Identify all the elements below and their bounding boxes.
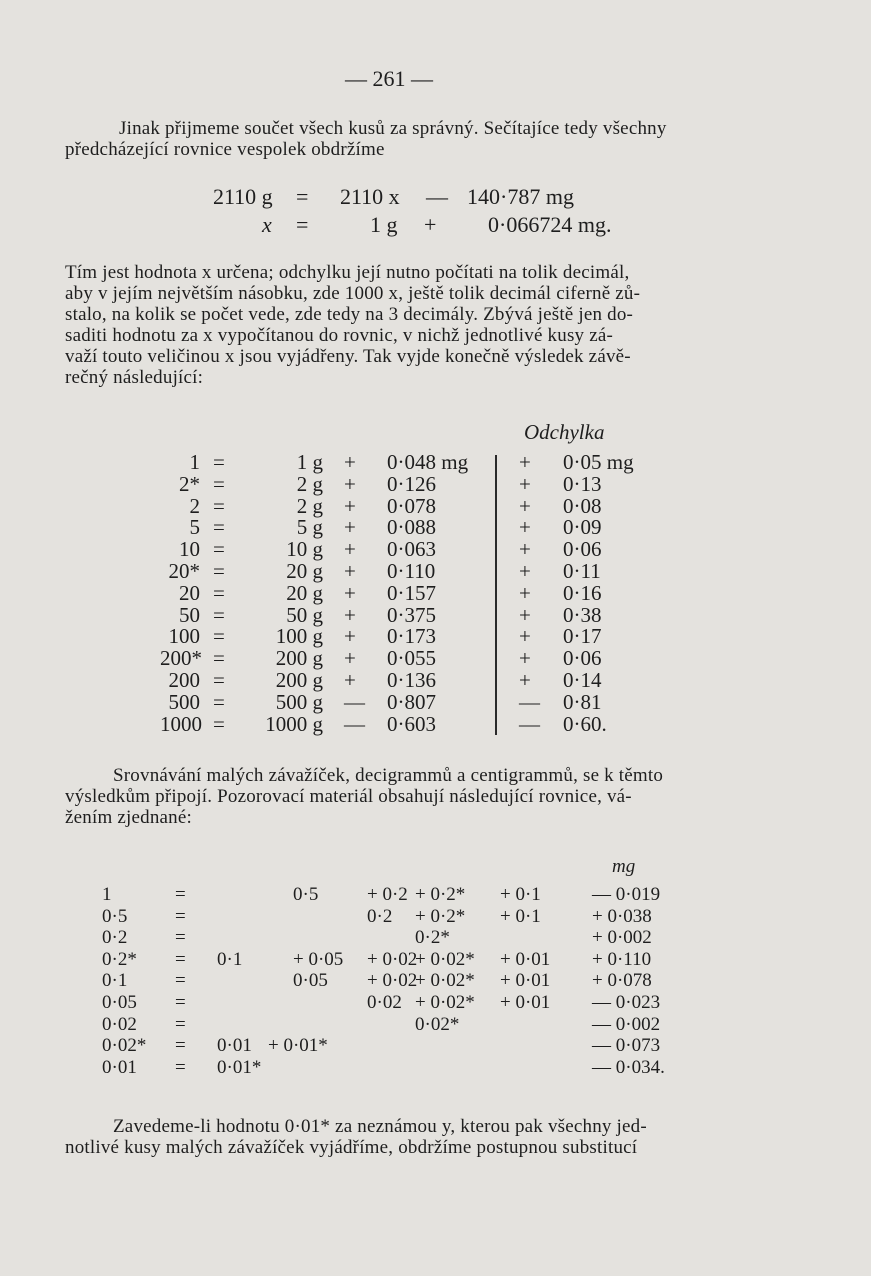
column-header-deviation: Odchylka [524,420,605,444]
row-result-value: — 0·023 [592,992,661,1013]
table-row-weight-name: 50 [179,602,200,627]
row-term: 0·2* [415,927,450,949]
table-row-weight-name: 500 [168,689,200,714]
row-term: + 0·1 [500,884,541,905]
table-row-correction-sign: + [344,624,356,649]
table-row-correction-sign: + [344,602,356,627]
equation-op: = [296,184,309,209]
row-weight-name: 1 [102,884,112,905]
row-term: + 0·2* [415,884,466,905]
row-term: + 0·01 [500,970,551,992]
table-row-equals-sign: = [213,493,225,518]
row-weight-name: 0·1 [102,970,128,992]
table-row-equals-sign: = [213,450,225,474]
row-term: 0·2 [367,905,393,927]
row-weight-name: 0·02* [102,1035,147,1057]
table-row-correction-value: 0·048 mg [387,450,469,474]
row-result-value: + 0·078 [592,970,652,992]
row-term: + 0·05 [293,948,344,970]
table-row-nominal-value: 1 g [296,450,323,474]
row-weight-name: 0·5 [102,905,128,927]
table-row-equals-sign: = [213,624,225,649]
table-row-deviation-sign: + [519,624,531,649]
paragraph-comparison [65,765,725,828]
table-row-nominal-value: 50 g [286,602,323,627]
table-row-correction-sign: + [344,493,356,518]
text-line: Tím jest hodnota x určena; odchylku její nutno počítati na tolik decimál, [65,262,630,283]
table-row-nominal-value: 200 g [275,668,323,692]
table-row-deviation-sign: + [519,493,531,518]
row-term: + 0·01* [268,1035,328,1057]
equation-op: = [296,212,309,237]
table-row-deviation-sign: + [519,580,531,605]
table-row-correction-sign: + [344,537,356,562]
table-row-correction-value: 0·110 [387,559,436,583]
table-row-nominal-value: 5 g [296,515,323,540]
paragraph-intro [65,118,725,160]
row-equals-sign: = [175,1013,186,1035]
row-term: + 0·2 [367,884,408,905]
row-equals-sign: = [175,1035,186,1057]
table-row-nominal-value: 100 g [275,624,323,649]
row-weight-name: 0·2 [102,927,128,949]
text-line: saditi hodnotu za x vypočítanou do rovnic, v nichž jednotlivé kusy zá- [65,325,613,346]
row-result-value: — 0·034. [592,1056,665,1078]
text-line: Zavedeme-li hodnotu 0·01* za neznámou y, kterou pak všechny jed- [113,1116,647,1137]
text-line: rečný následující: [65,367,204,388]
table-row-deviation-value: 0·81 [563,689,602,714]
table-row-deviation-value: 0·11 [563,559,601,583]
table-row-weight-name: 200* [160,646,202,671]
table-row-deviation-value: 0·38 [563,602,602,627]
table-row-equals-sign: = [213,537,225,562]
text-line: Jinak přijmeme součet všech kusů za správný. Sečítajíce tedy všechny [119,118,667,139]
table-row-equals-sign: = [213,668,225,692]
table-row-nominal-value: 20 g [286,559,323,583]
table-row-weight-name: 1 [189,450,200,474]
table-row-deviation-sign: + [519,668,531,692]
table-row-deviation-sign: + [519,559,531,583]
table-row-correction-value: 0·088 [387,515,436,540]
equation-lhs: 2110 g [213,184,273,209]
row-equals-sign: = [175,884,186,905]
text-line: notlivé kusy malých závažíček vyjádříme, obdržíme postupnou substitucí [65,1137,638,1158]
paragraph-explanation [65,262,725,388]
table-row-deviation-sign: + [519,602,531,627]
table-row-correction-sign: + [344,646,356,671]
row-term: 0·02 [367,992,402,1013]
unit-label: mg [612,856,636,877]
row-term: 0·1 [217,948,243,970]
table-row-correction-sign: + [344,580,356,605]
table-row-deviation-sign: + [519,471,531,496]
table-row-nominal-value: 20 g [286,580,323,605]
table-row-correction-value: 0·807 [387,689,436,714]
table-row-equals-sign: = [213,711,225,736]
table-row-nominal-value: 2 g [296,493,323,518]
table-row-nominal-value: 200 g [275,646,323,671]
row-equals-sign: = [175,1056,186,1078]
row-weight-name: 0·05 [102,992,137,1013]
equation-term: 0·066724 mg. [488,212,612,237]
table-row-deviation-sign: + [519,646,531,671]
row-equals-sign: = [175,927,186,949]
table-row-correction-sign: — [344,711,365,736]
table-row-nominal-value: 2 g [296,471,323,496]
row-result-value: — 0·073 [592,1035,661,1057]
table-row-correction-sign: — [344,689,365,714]
text-line: Srovnávání malých závažíček, decigrammů a centigrammů, se k těmto [113,765,664,786]
table-row-correction-value: 0·126 [387,471,436,496]
table-row-nominal-value: 500 g [275,689,323,714]
row-equals-sign: = [175,992,186,1013]
table-row-equals-sign: = [213,515,225,540]
row-term: + 0·02* [415,992,475,1013]
table-row-deviation-value: 0·60. [563,711,607,736]
row-equals-sign: = [175,948,186,970]
row-weight-name: 0·2* [102,948,137,970]
row-term: 0·01 [217,1035,252,1057]
row-result-value: + 0·038 [592,905,652,927]
table-row-deviation-sign: + [519,515,531,540]
table-row-deviation-sign: — [519,711,540,736]
row-term: + 0·01 [500,948,551,970]
equation-term: 2110 x [340,184,400,209]
equation-sign: + [424,212,437,237]
row-term: + 0·02* [415,948,475,970]
text-line: žením zjednané: [65,807,192,828]
row-result-value: — 0·019 [592,884,661,905]
table-row-weight-name: 5 [189,515,200,540]
row-result-value: + 0·110 [592,948,652,970]
table-row-correction-sign: + [344,515,356,540]
table-row-equals-sign: = [213,559,225,583]
table-row-deviation-value: 0·06 [563,646,602,671]
row-weight-name: 0·02 [102,1013,137,1035]
equation-term: 1 g [370,212,398,237]
text-line: stalo, na kolik se počet vede, zde tedy na 3 decimály. Zbývá ještě jen do- [65,304,634,325]
table-row-deviation-sign: — [519,689,540,714]
table-row-deviation-value: 0·09 [563,515,602,540]
row-term: 0·02* [415,1013,460,1035]
table-row-correction-value: 0·063 [387,537,436,562]
table-row-correction-value: 0·136 [387,668,436,692]
equation-lhs: x [262,212,272,237]
table-row-weight-name: 10 [179,537,200,562]
table-row-nominal-value: 10 g [286,537,323,562]
equation-sign: — [426,184,448,209]
row-result-value: — 0·002 [592,1013,661,1035]
table-row-nominal-value: 1000 g [265,711,323,736]
table-row-correction-value: 0·055 [387,646,436,671]
table-row-correction-sign: + [344,450,356,474]
column-divider [495,455,497,735]
row-term: 0·01* [217,1056,262,1078]
table-row-weight-name: 1000 [160,711,202,736]
table-row-correction-value: 0·157 [387,580,436,605]
row-term: 0·05 [293,970,328,992]
table-row-deviation-value: 0·14 [563,668,602,692]
table-row-deviation-value: 0·16 [563,580,602,605]
table-row-equals-sign: = [213,580,225,605]
table-row-deviation-value: 0·17 [563,624,602,649]
row-term: + 0·2* [415,905,466,927]
table-row-deviation-sign: + [519,537,531,562]
row-equals-sign: = [175,970,186,992]
table-row-weight-name: 2 [189,493,200,518]
page-number: — 261 — [345,66,433,91]
row-term: + 0·02 [367,948,418,970]
row-term: + 0·02* [415,970,475,992]
table-row-correction-value: 0·375 [387,602,436,627]
paragraph-substitution [65,1116,725,1158]
row-term: + 0·02 [367,970,418,992]
table-row-deviation-sign: + [519,450,531,474]
table-row-weight-name: 20 [179,580,200,605]
text-line: aby v jejím největším násobku, zde 1000 x, ještě tolik decimál ciferně zů- [65,283,641,304]
table-row-equals-sign: = [213,471,225,496]
table-row-correction-value: 0·078 [387,493,436,518]
equation-term: 140·787 mg [467,184,574,209]
table-row-deviation-value: 0·05 mg [563,450,634,474]
row-weight-name: 0·01 [102,1056,137,1078]
table-row-equals-sign: = [213,689,225,714]
text-line: výsledkům připojí. Pozorovací materiál obsahují následující rovnice, vá- [65,786,632,807]
table-row-deviation-value: 0·08 [563,493,602,518]
row-term: + 0·01 [500,992,551,1013]
table-row-weight-name: 2* [179,471,200,496]
row-term: 0·5 [293,884,319,905]
table-row-deviation-value: 0·06 [563,537,602,562]
table-row-correction-value: 0·603 [387,711,436,736]
table-row-deviation-value: 0·13 [563,471,602,496]
table-row-equals-sign: = [213,646,225,671]
table-row-correction-sign: + [344,559,356,583]
table-row-weight-name: 200 [168,668,200,692]
table-row-weight-name: 100 [168,624,200,649]
text-line: važí touto veličinou x jsou vyjádřeny. Tak vyjde konečně výsledek závě- [65,346,631,367]
table-row-correction-sign: + [344,668,356,692]
row-equals-sign: = [175,905,186,927]
text-line: předcházející rovnice vespolek obdržíme [65,139,385,160]
table-row-equals-sign: = [213,602,225,627]
table-row-correction-sign: + [344,471,356,496]
table-row-weight-name: 20* [168,559,200,583]
row-term: + 0·1 [500,905,541,927]
row-result-value: + 0·002 [592,927,652,949]
table-row-correction-value: 0·173 [387,624,436,649]
